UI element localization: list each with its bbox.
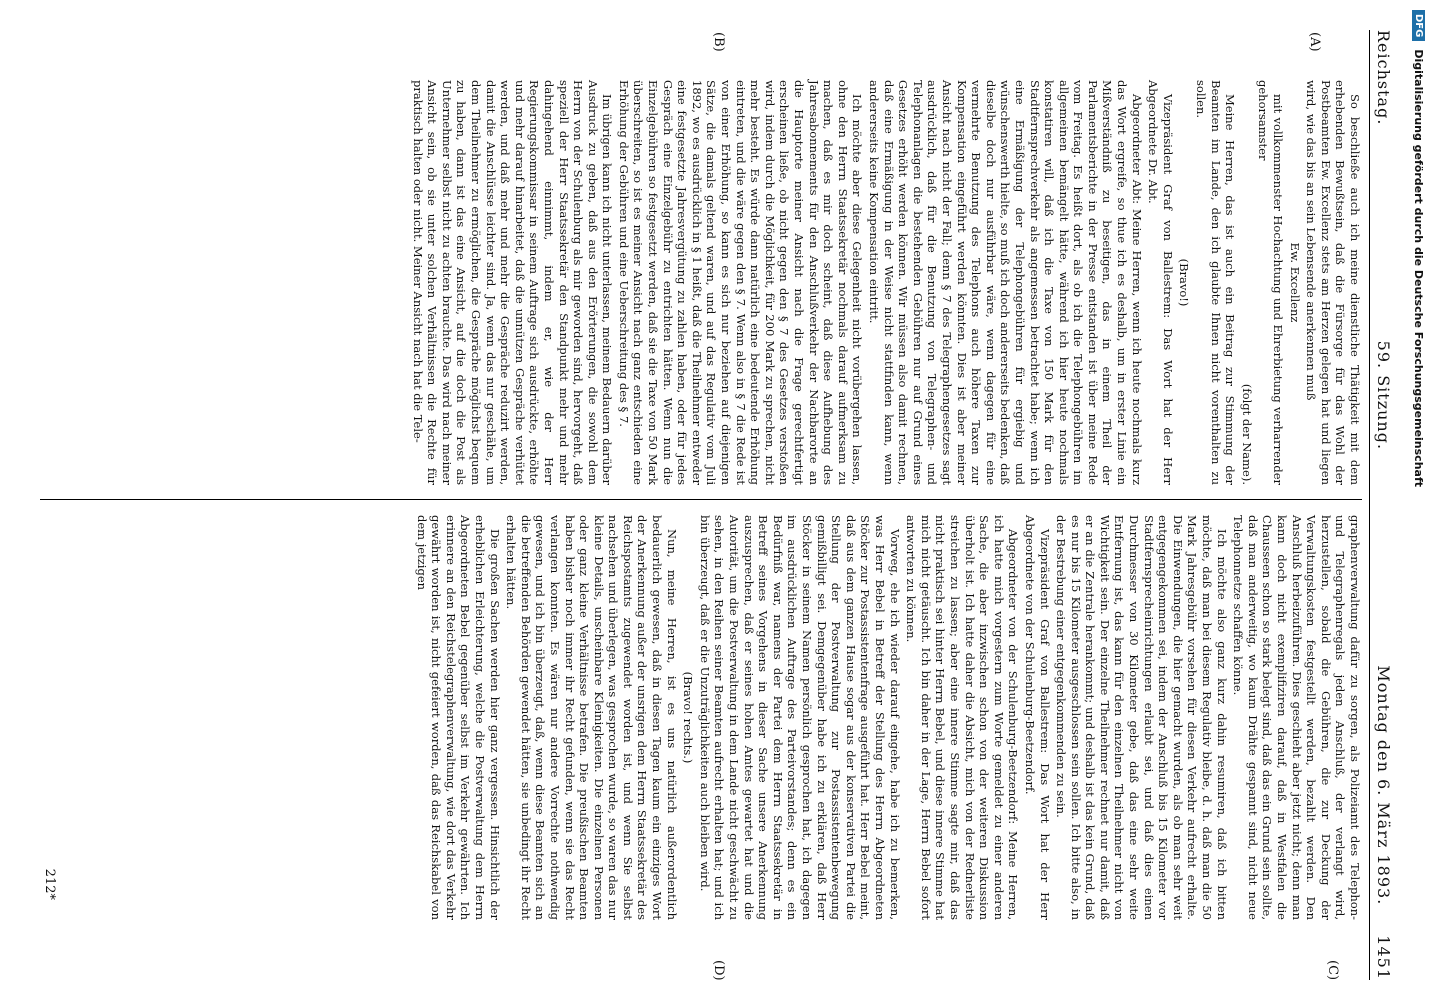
sheet-signature: 212* (42, 868, 57, 900)
page-header (1369, 30, 1404, 980)
closing-line: mit vollkommenster Hochachtung und Ehrerbietung verharrender gehorsamster (1256, 80, 1286, 485)
dfg-credit (1406, 0, 1432, 1000)
margin-marker-d: (D) (711, 960, 726, 981)
salutation: Ew. Excellenz (1287, 242, 1302, 323)
header-left: Reichstag. (1374, 30, 1393, 126)
speaker-announcement: Vizepräsident Graf von Ballestrem: Das Wort hat der Herr Abgeordnete Dr. Abt. (1146, 80, 1175, 485)
speech-paragraph: Ich möchte aber diese Gelegenheit nicht vorübergehen lassen, ohne den Herrn Staatssekretär nochmals darauf aufmerksam zu machen, daß es mir doch scheint, daß diese Aufhebung des Jahresabonnements für den Anschlußverkehr der Nachbarorte an die Hauptorte meiner Ansicht nach die Frage gerechtfertigt erscheinen ließe, ob nicht gegen den § 7 des Gesetzes verstoßen wird, indem durch die Möglichkeit, für 200 Mark zu sprechen, nicht mehr besteht. Es würde dann natürlich eine bedeutende Erhöhung eintreten, und die wäre gegen den § 7. Wenn also in § 7 die Rede ist von einer Erhöhung, so kann es sich nur beziehen auf diejenigen Sätze, die damals geltend waren, und auf das Regulativ vom Juli 1892, wo es ausdrücklich in § 1 heißt, daß die Theilnehmer entweder eine festgesetzte Jahresvergütung zu zahlen haben, oder für jedes Gespräch eine Einzelgebühr zu entrichten hätten. Wenn nun die Einzelgebühren so festgesetzt werden, daß sie die Taxe von 50 Mark überschreiten, so ist es meiner Ansicht nach ganz entschieden eine Erhöhung der Gebühren und eine Ueberschreitung des § 7. (616, 80, 865, 485)
speech-paragraph: Nun, meine Herren, ist es uns natürlich außerordentlich bedauerlich gewesen, daß in diesen Tagen kaum ein einziges Wort der Anerkennung außer der unsrigen dem Herrn Staatssekretär des Reichspostamts zugewendet worden ist, und wenn Sie selbst nachsehen und überlegen, was gesprochen wurde, so waren das nur kleine Details, unscheinbare Kleinigkeiten. Die einzelnen Personen oder ganz kleine Verhältnisse betrafen. Die preußischen Beamten haben bisher noch immer ihr Recht gefunden, wenn sie das Recht verlangen konnten. Es wären nur andere Vorrechte nothwendig gewesen, und ich bin überzeugt, daß, wenn diese Beamten sich an die betreffenden Behörden gewendet hätten, sie unbedingt ihr Recht erhalten hätten. (504, 515, 679, 920)
header-center: 59. Sitzung. (1374, 340, 1393, 451)
speech-paragraph: graphenverwaltung dafür zu sorgen, als Polizeiamt des Telephon- und Telegraphenregals jeden Anschluß, der verlangt wird, herzustellen, sobald die Gebühren, die zur Deckung der Verwaltungskosten festgestellt werden, bezahlt werden. Den Anschluß herbeizuführen. Dies geschieht aber jetzt nicht; denn man kann doch nicht exemplifiziren darauf, daß in Westfalen die Chausseen schon so stark belegt sind, daß das ein Grund sein sollte, daß man anderweitig, wo kaum Drähte gespannt sind, nicht neue Telephonnetze schaffen könne. (1231, 515, 1362, 920)
paragraph: So beschließe auch ich meine dienstliche Thätigkeit mit dem erhebenden Bewußtsein, daß die Fürsorge für das Wohl der Postbeamten Ew. Excellenz stets am Herzen gelegen hat und liegen wird, wie das bis an sein Lebensende anerkennen muß (1304, 80, 1362, 485)
speech-paragraph: Abgeordneter Abt: Meine Herren, wenn ich heute nochmals kurz das Wort ergreife, so thue ich es deshalb, um in erster Linie ein Mißverständniß zu beseitigen, das in einem Theil der Parlamentsberichte in der Presse entstanden ist über meine Rede vom Freitag. Es heißt dort, als ob ich die Telephongebühren im allgemeinen bemängelt hätte, während ich hier heute nochmals konstatiren will, daß ich die Taxe von 150 Mark für den Stadtfernsprechverkehr als angemessen betrachtet habe; wenn ich eine Ermäßigung der Telephongebühren für ergiebig und wünschenswerth hielte, so muß ich doch andererseits bedenken, daß dieselbe doch nur ausführbar wäre, wenn dagegen für eine vermehrte Benutzung des Telephons auch höhere Taxen zur Kompensation eingeführt werden könnten. Dies ist aber meiner Ansicht nach nicht der Fall; denn § 7 des Telegraphengesetzes sagt ausdrücklich, daß für die Benutzung von Telegraphen- und Telephonanlagen die bestehenden Gebühren nur auf Grund eines Gesetzes erhöht werden können. Wir müssen also damit rechnen, daß eine Ermäßigung in der Weise nicht stattfinden kann, wenn andererseits keine Kompensation eintritt. (867, 80, 1144, 485)
margin-marker-c: (C) (1325, 960, 1340, 981)
column-divider (40, 499, 1362, 500)
applause-note: (Bravo! rechts.) (681, 671, 696, 764)
applause-note: (Bravo!) (1177, 258, 1192, 307)
paragraph: Meine Herren, das ist auch ein Beitrag zur Stimmung der Beamten im Lande, den ich glaubte Ihnen nicht vorenthalten zu sollen. (1194, 80, 1238, 485)
speech-paragraph: Im übrigen kann ich nicht unterlassen, meinem Bedauern darüber Ausdruck zu geben, daß aus den Erörterungen, die sowohl dem Herrn von der Schulenburg als mir geworden sind, hervorgeht, daß speziell der Herr Staatssekretär den Standpunkt mehr und mehr dahingehend einnimmt, indem er, wie der Herr Regierungskommissar in seinem Auftrage sich ausdrückte, erhöhte und mehr darauf hinarbeitet, daß die unnützen Gespräche verhütet werden, und daß mehr und mehr die Gespräche reduzirt werden, damit die Anschlüsse leichter sind. Ja, wenn das nur geschähe, um dem Theilnehmer zu ermöglichen, die Gespräche möglichst bequem zu haben, dann ist das eine Ansicht, auf die doch die Post als Unternehmer selbst nicht zu achten brauchte. Das wird nach meiner Ansicht sein, ob sie unter solchen Verhältnissen die Rechte für praktisch halten oder nicht. Meiner Ansicht nach hat die Tele- (410, 80, 615, 485)
speech-paragraph: Vorweg, ehe ich wieder darauf eingehe, habe ich zu bemerken, was Herr Bebel in Betreff der Stellung des Herrn Abgeordneten Stöcker zur Postassistentenfrage ausgeführt hat. Herr Bebel meint, daß aus dem ganzen Hause sogar aus der konservativen Partei die Stellung der Postverwaltung zur Postassistentenbewegung gemißbilligt sei. Demgegenüber habe ich zu erklären, daß Herr Stöcker in seinem Namen persönlich gesprochen hat, ich dagegen im ausdrücklichen Auftrage des Parteivorstandes; denn es ein Bedürfniß war, namens der Partei dem Herrn Staatssekretär in Betreff seines Vorgehens in dieser Sache unsere Anerkennung auszusprechen, daß er seines hohen Amtes gewartet hat und die Autorität, um die Postverwaltung in dem Lande nicht geschwächt zu sehen, in den Reihen seiner Beamten aufrecht erhalten hat; und ich bin überzeugt, daß er die Unzuträglichkeiten auch bleiben wird. (697, 515, 902, 920)
speaker-announcement: Vizepräsident Graf von Ballestrem: Das Wort hat der Herr Abgeordnete von der Schulenburg-Beetzendorf. (1022, 515, 1052, 920)
header-date: Montag den 6. März 1893. (1374, 665, 1393, 906)
dfg-side-strip (1406, 0, 1432, 1000)
left-column (408, 80, 1362, 485)
speech-paragraph: Die großen Sachen werden hier ganz vergessen. Hinsichtlich der erheblichen Erleichterung, welche die Postverwaltung dem Herrn Abgeordneten Bebel gegenüber selbst im Verkehr gewährten. Ich erinnere an den Reichstelegraphenverwaltung, wie dort das Verkehr gewährt worden ist, nicht gefeiert worden, daß das Reichskabel von dem jetzigen (414, 515, 502, 920)
speech-paragraph: Ich möchte also ganz kurz dahin resumiren, daß ich bitten möchte, daß man bei diesem Regulativ bleibe, d. h. daß man die 50 Mark Jahresgebühr vorsehen für diesen Verkehr aufrecht erhalte. Die Einwendungen, die hier gemacht wurden, als ob man sehr weit entgegengekommen sei, indem der Anschluß bis 15 Kilometer vor Stadtfernsprecheinrichtungen erlaubt sei, und daß dies einen Durchmesser von 30 Kilometer gebe, daß das eine sehr weite Entfernung ist, das kann für den einzelnen Theilnehmer nicht von Wichtigkeit sein. Der einzelne Theilnehmer rechnet nur damit, daß er an die Zentrale herankommt; und deshalb ist das kein Grund, daß es nur bis 15 Kilometer ausgeschlossen sein sollen. Ich bitte also, in der Bestrebung einer entgegenkommenden zu sein. (1054, 515, 1229, 920)
right-column (412, 515, 1362, 920)
dfg-credit-text: Digitalisierung gefördert durch die Deutsche Forschungsgemeinschaft (1412, 49, 1426, 488)
signature-note: (folgt der Name). (1239, 383, 1254, 485)
page-number: 1451 (1374, 935, 1393, 980)
dfg-logo: DFG (1413, 10, 1426, 41)
speech-paragraph: Abgeordneter von der Schulenburg-Beetzendorf: Meine Herren, ich hatte mich vorgestern zum Worte gemeldet zu einer anderen Sache, die aber inzwischen schon von der weiteren Diskussion überholt ist. Ich hatte daher die Absicht, mich von der Rednerliste streichen zu lassen; aber eine innere Stimme sagte mir, daß das nicht praktisch sei hinter Herrn Bebel, und diese innere Stimme hat mich nicht getäuscht. Ich bin daher in der Lage, Herrn Bebel sofort antworten zu können. (904, 515, 1021, 920)
margin-marker-b: (B) (711, 32, 726, 52)
margin-marker-a: (A) (1307, 32, 1322, 52)
